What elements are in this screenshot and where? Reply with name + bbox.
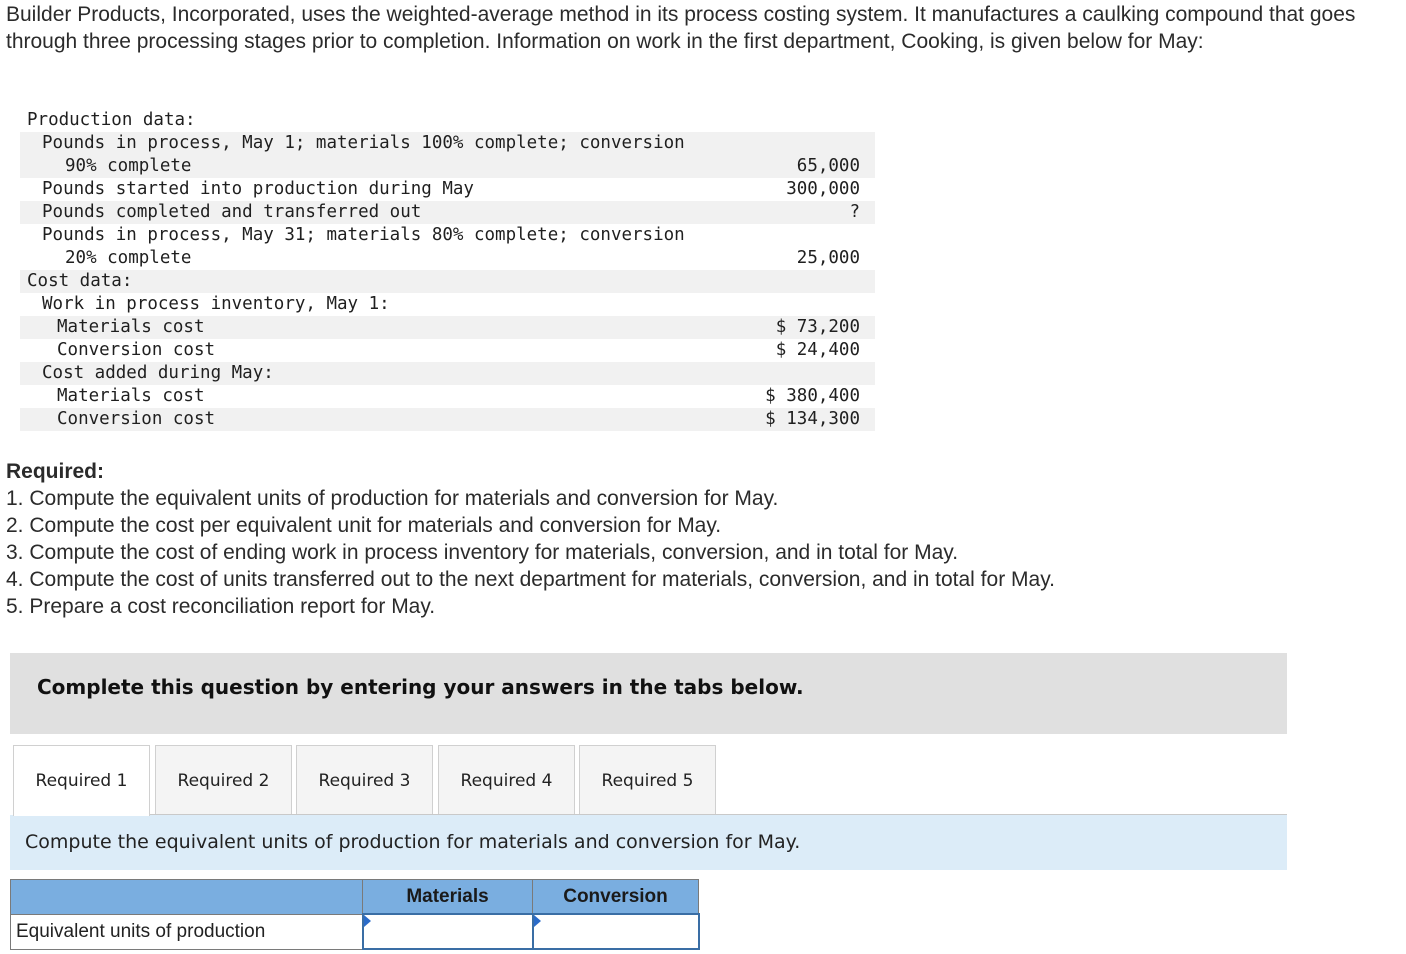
- answer-table: [10, 879, 700, 950]
- equivalent-units-label: Equivalent units of production: [11, 914, 363, 949]
- required-item: 2. Compute the cost per equivalent unit for materials and conversion for May.: [6, 514, 722, 537]
- cost-data-header: Cost data:: [27, 271, 133, 291]
- materials-equivalent-units-input[interactable]: [364, 916, 532, 947]
- wip-begin-value: 65,000: [796, 156, 860, 176]
- tab-required-4[interactable]: Required 4: [438, 745, 575, 814]
- wip-end-label-cont: 20% complete: [65, 248, 192, 268]
- problem-intro: Builder Products, Incorporated, uses the weighted-average method in its process costing system. It manufactures a caulking compound that goes through three processing stages prior to completion. Information on work in the first department, Cooking, is given below for May:: [6, 3, 1356, 53]
- answer-row: [11, 914, 699, 949]
- required-item: 5. Prepare a cost reconciliation report for May.: [6, 595, 436, 618]
- completed-label: Pounds completed and transferred out: [42, 202, 422, 222]
- conversion-cost-added-value: $ 134,300: [765, 409, 860, 429]
- required-item: 1. Compute the equivalent units of production for materials and conversion for May.: [6, 487, 779, 510]
- conversion-cell: [533, 914, 699, 949]
- materials-cost-begin-label: Materials cost: [57, 317, 205, 337]
- required-section: [6, 458, 1386, 620]
- started-value: 300,000: [786, 179, 860, 199]
- conversion-cost-begin-value: $ 24,400: [775, 340, 860, 360]
- cost-added-label: Cost added during May:: [42, 363, 274, 383]
- instructions-banner: [10, 653, 1287, 734]
- data-row: [20, 270, 875, 293]
- tab-required-3[interactable]: Required 3: [296, 745, 433, 814]
- production-cost-data-table: [20, 109, 875, 431]
- materials-column-header: Materials: [363, 880, 533, 915]
- data-row: [20, 408, 875, 431]
- data-row: [20, 178, 875, 201]
- data-row: [20, 132, 875, 178]
- conversion-cost-added-label: Conversion cost: [57, 409, 216, 429]
- conversion-column-header: Conversion: [533, 880, 699, 915]
- data-row: [20, 201, 875, 224]
- required-item: 4. Compute the cost of units transferred out to the next department for materials, conversion, and in total for May.: [6, 568, 1055, 591]
- completed-value: ?: [849, 202, 860, 222]
- materials-cost-added-value: $ 380,400: [765, 386, 860, 406]
- tab-instruction: [10, 815, 1287, 870]
- instruction-text: Compute the equivalent units of production for materials and conversion for May.: [25, 831, 801, 853]
- materials-cost-begin-value: $ 73,200: [775, 317, 860, 337]
- required-item: 3. Compute the cost of ending work in process inventory for materials, conversion, and in total for May.: [6, 541, 959, 564]
- materials-cost-added-label: Materials cost: [57, 386, 205, 406]
- tab-required-5[interactable]: Required 5: [579, 745, 716, 814]
- empty-header-cell: [11, 880, 363, 915]
- answer-header-row: [11, 880, 699, 915]
- data-row: [20, 385, 875, 408]
- required-heading: Required:: [6, 460, 105, 483]
- data-row: [20, 339, 875, 362]
- tab-required-2[interactable]: Required 2: [155, 745, 292, 814]
- conversion-equivalent-units-input[interactable]: [534, 916, 698, 947]
- conversion-cost-begin-label: Conversion cost: [57, 340, 216, 360]
- wip-begin-label-cont: 90% complete: [65, 156, 192, 176]
- wip-inventory-label: Work in process inventory, May 1:: [42, 294, 390, 314]
- data-row: [20, 224, 875, 270]
- started-label: Pounds started into production during May: [42, 179, 474, 199]
- tab-required-1[interactable]: Required 1: [13, 745, 150, 816]
- data-row: [20, 316, 875, 339]
- production-data-header: Production data:: [27, 110, 196, 130]
- banner-text: Complete this question by entering your answers in the tabs below.: [37, 675, 804, 699]
- wip-begin-label: Pounds in process, May 1; materials 100% complete; conversion: [42, 133, 685, 153]
- wip-end-label: Pounds in process, May 31; materials 80% complete; conversion: [42, 225, 685, 245]
- materials-cell: [363, 914, 533, 949]
- data-row: [20, 293, 875, 316]
- data-row: [20, 109, 875, 132]
- data-row: [20, 362, 875, 385]
- wip-end-value: 25,000: [796, 248, 860, 268]
